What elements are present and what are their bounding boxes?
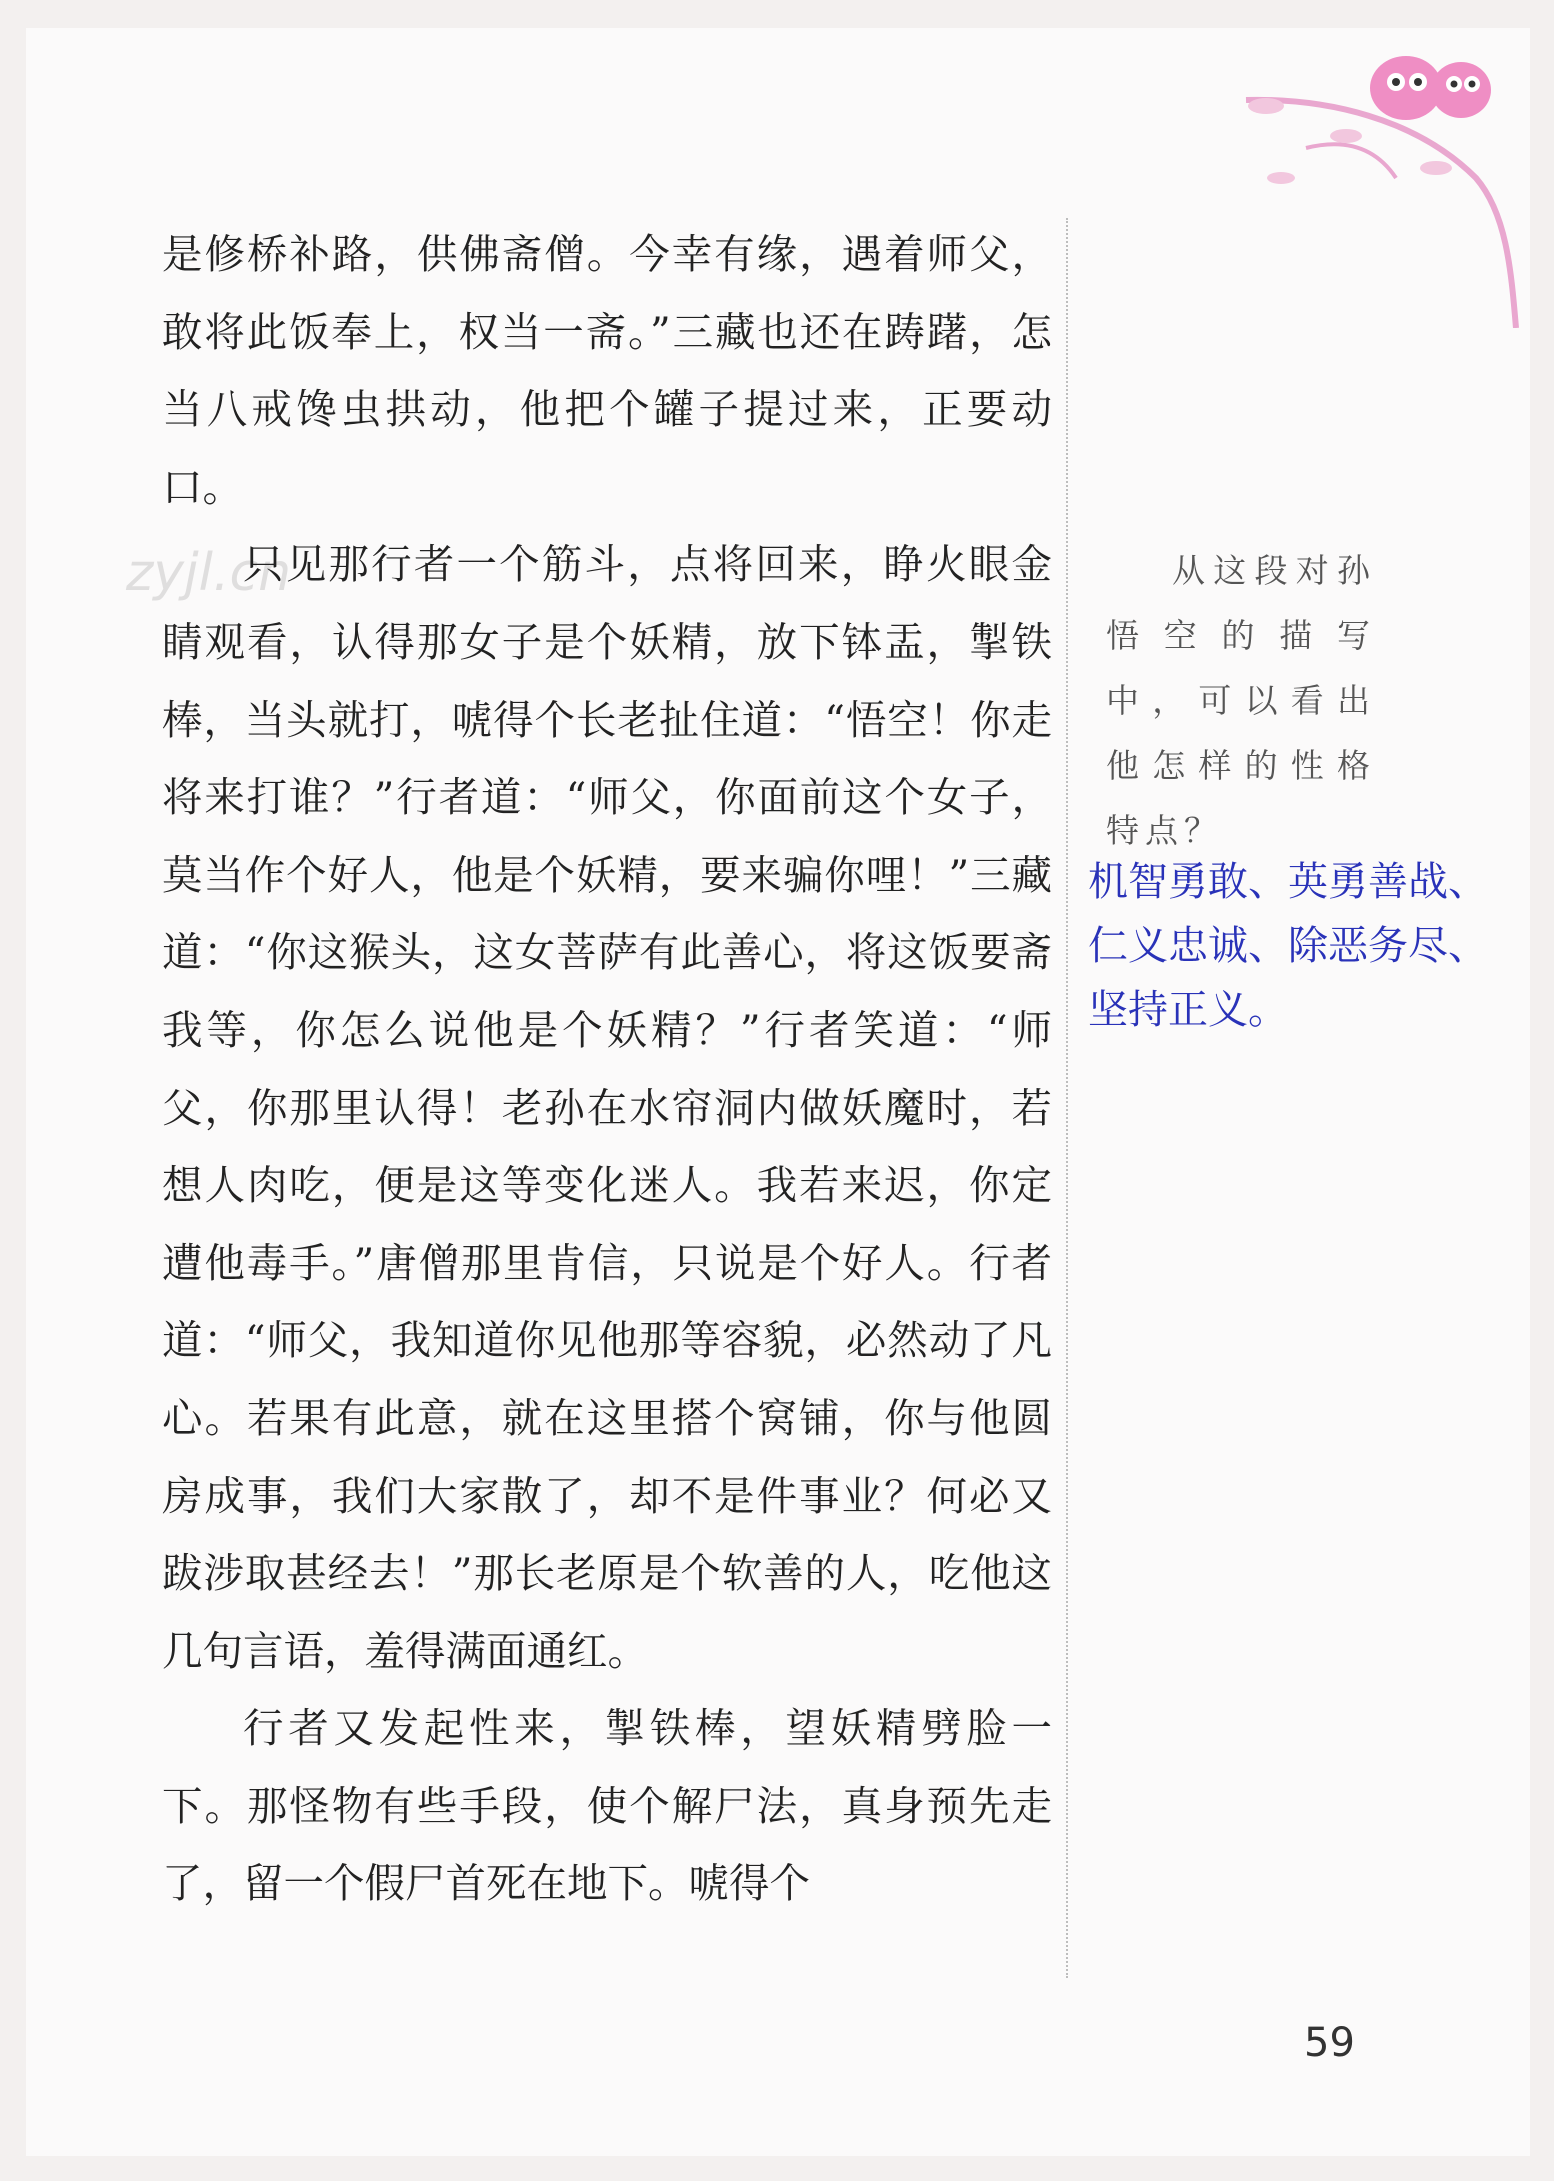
main-text [162, 216, 1052, 1923]
page-number: 59 [1304, 2020, 1355, 2066]
paragraph: 只见那行者一个筋斗，点将回来，睁火眼金睛观看，认得那女子是个妖精，放下钵盂，掣铁棒，当头就打，唬得个长老扯住道：“悟空！你走将来打谁？”行者道：“师父，你面前这个女子，莫当作个好人，他是个妖精，要来骗你哩！”三藏道：“你这猴头，这女菩萨有此善心，将这饭要斋我等，你怎么说他是个妖精？”行者笑道：“师父，你那里认得！老孙在水帘洞内做妖魔时，若想人肉吃，便是这等变化迷人。我若来迟，你定遭他毒手。”唐僧那里肯信，只说是个好人。行者道：“师父，我知道你见他那等容貌，必然动了凡心。若果有此意，就在这里搭个窝铺，你与他圆房成事，我们大家散了，却不是件事业？何必又跋涉取甚经去！”那长老原是个软善的人，吃他这几句言语，羞得满面通红。 [162, 540, 1052, 1675]
watermark: zyjl.cn [126, 543, 292, 603]
side-note-question: 从这段对孙悟空的描写中，可以看出他怎样的性格特点？ [1106, 551, 1376, 850]
answer-line: 坚持正义。 [1088, 987, 1288, 1033]
answer-line: 仁义忠诚、除恶务尽、 [1088, 923, 1488, 969]
answer-line: 机智勇敢、英勇善战、 [1088, 859, 1488, 905]
paragraph: 行者又发起性来，掣铁棒，望妖精劈脸一下。那怪物有些手段，使个解尸法，真身预先走了，留一个假尸首死在地下。唬得个 [162, 1704, 1052, 1908]
textbook-page [26, 28, 1530, 2156]
handwritten-answer [1088, 850, 1528, 1042]
paragraph: 是修桥补路，供佛斋僧。今幸有缘，遇着师父，敢将此饭奉上，权当一斋。”三藏也还在踌躇，怎当八戒馋虫拱动，他把个罐子提过来，正要动口。 [162, 230, 1052, 511]
margin-divider [1066, 218, 1068, 1978]
owl-branch-decoration [1186, 28, 1530, 328]
